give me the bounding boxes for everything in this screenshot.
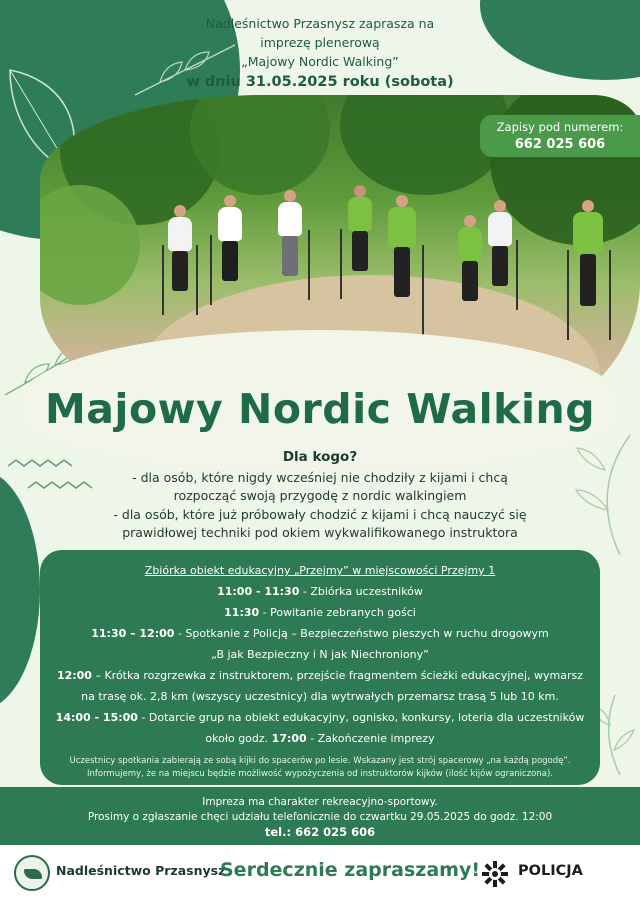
event-date: w dniu 31.05.2025 roku (sobota) <box>186 74 454 90</box>
audience-label: Dla kogo? <box>282 449 358 465</box>
note-line: Informujemy, że na miejscu będzie możliwość wypożyczenia od instruktorów kijków (ilość kijów ograniczona). <box>87 769 553 779</box>
footer-line: Prosimy o zgłaszanie chęci udziału telefonicznie do czwartku 29.05.2025 do godz. 12:00 <box>87 811 553 823</box>
footer-line: Impreza ma charakter rekreacyjno-sportowy. <box>202 796 438 808</box>
program-item <box>40 707 600 728</box>
venue-line: Zbiórka obiekt edukacyjny „Przejmy” w miejscowości Przejmy 1 <box>144 564 496 577</box>
signup-phone: 662 025 606 <box>514 137 606 152</box>
program-text: - Zakończenie imprezy <box>306 732 435 745</box>
audience-section <box>80 448 560 543</box>
background-shape-left <box>0 470 40 710</box>
forest-district-logo-icon <box>14 855 50 891</box>
program-text: około godz. <box>205 732 272 745</box>
program-text: – Krótka rozgrzewka z instruktorem, przejście fragmentem ścieżki edukacyjnej, wymarsz <box>91 669 584 682</box>
program-time: 14:00 - 15:00 <box>55 711 138 724</box>
header-line: „Majowy Nordic Walking” <box>241 54 399 69</box>
program-time: 17:00 <box>271 732 307 745</box>
program-text: - Powitanie zebranych gości <box>259 606 416 619</box>
program-item <box>40 665 600 686</box>
signup-badge <box>480 115 640 157</box>
police-star-icon <box>480 859 510 889</box>
program-time: 12:00 <box>56 669 92 682</box>
program-item <box>40 602 600 623</box>
program-text: - Zbiórka uczestników <box>299 585 423 598</box>
signup-label: Zapisy pod numerem: <box>496 120 624 134</box>
walker-figure <box>340 185 380 335</box>
page-title: Majowy Nordic Walking <box>44 385 596 433</box>
org-name: Nadleśnictwo Przasnysz <box>56 863 226 878</box>
program-notes <box>60 755 580 781</box>
program-text: „B jak Bezpieczny i N jak Niechroniony” <box>211 648 429 661</box>
program-item <box>40 728 600 749</box>
walker-figure <box>210 195 250 335</box>
police-name: POLICJA <box>518 863 583 879</box>
program-text: - Dotarcie grup na obiekt edukacyjny, ognisko, konkursy, loteria dla uczestników <box>137 711 585 724</box>
program-item <box>40 623 600 644</box>
program-time: 11:00 - 11:30 <box>217 585 300 598</box>
program-panel <box>40 550 600 785</box>
audience-line: prawidłowej techniki pod okiem wykwalifikowanego instruktora <box>122 525 518 540</box>
walker-figure <box>480 200 520 350</box>
program-time: 11:30 – 12:00 <box>91 627 175 640</box>
program-text: na trasę ok. 2,8 km (wszyscy uczestnicy) dla wytrwałych przemarsz trasą 5 lub 10 km. <box>81 690 559 703</box>
event-header <box>130 14 510 92</box>
program-item <box>40 644 600 665</box>
audience-line: rozpocząć swoją przygodę z nordic walkingiem <box>173 488 467 503</box>
walker-figure <box>565 200 611 370</box>
note-line: Uczestnicy spotkania zabierają ze sobą kijki do spacerów po lesie. Wskazany jest strój spacerowy „na każdą pogodę”. <box>69 756 571 766</box>
program-time: 11:30 <box>224 606 260 619</box>
program-item <box>40 686 600 707</box>
audience-line: - dla osób, które już próbowały chodzić z kijami i chcą nauczyć się <box>113 506 527 522</box>
closing-message: Serdecznie zapraszamy! <box>220 859 480 881</box>
program-text: - Spotkanie z Policją – Bezpieczeństwo pieszych w ruchu drogowym <box>174 627 549 640</box>
footer-phone: tel.: 662 025 606 <box>264 825 376 839</box>
footer-info <box>0 787 640 845</box>
audience-line: - dla osób, które nigdy wcześniej nie chodziły z kijami i chcą <box>132 469 508 485</box>
walker-figure <box>270 190 310 330</box>
header-line: Nadleśnictwo Przasnysz zaprasza na <box>205 16 435 31</box>
program-item <box>40 581 600 602</box>
header-line: imprezę plenerową <box>260 35 380 50</box>
bottom-bar <box>0 845 640 900</box>
walker-figure <box>160 205 200 345</box>
